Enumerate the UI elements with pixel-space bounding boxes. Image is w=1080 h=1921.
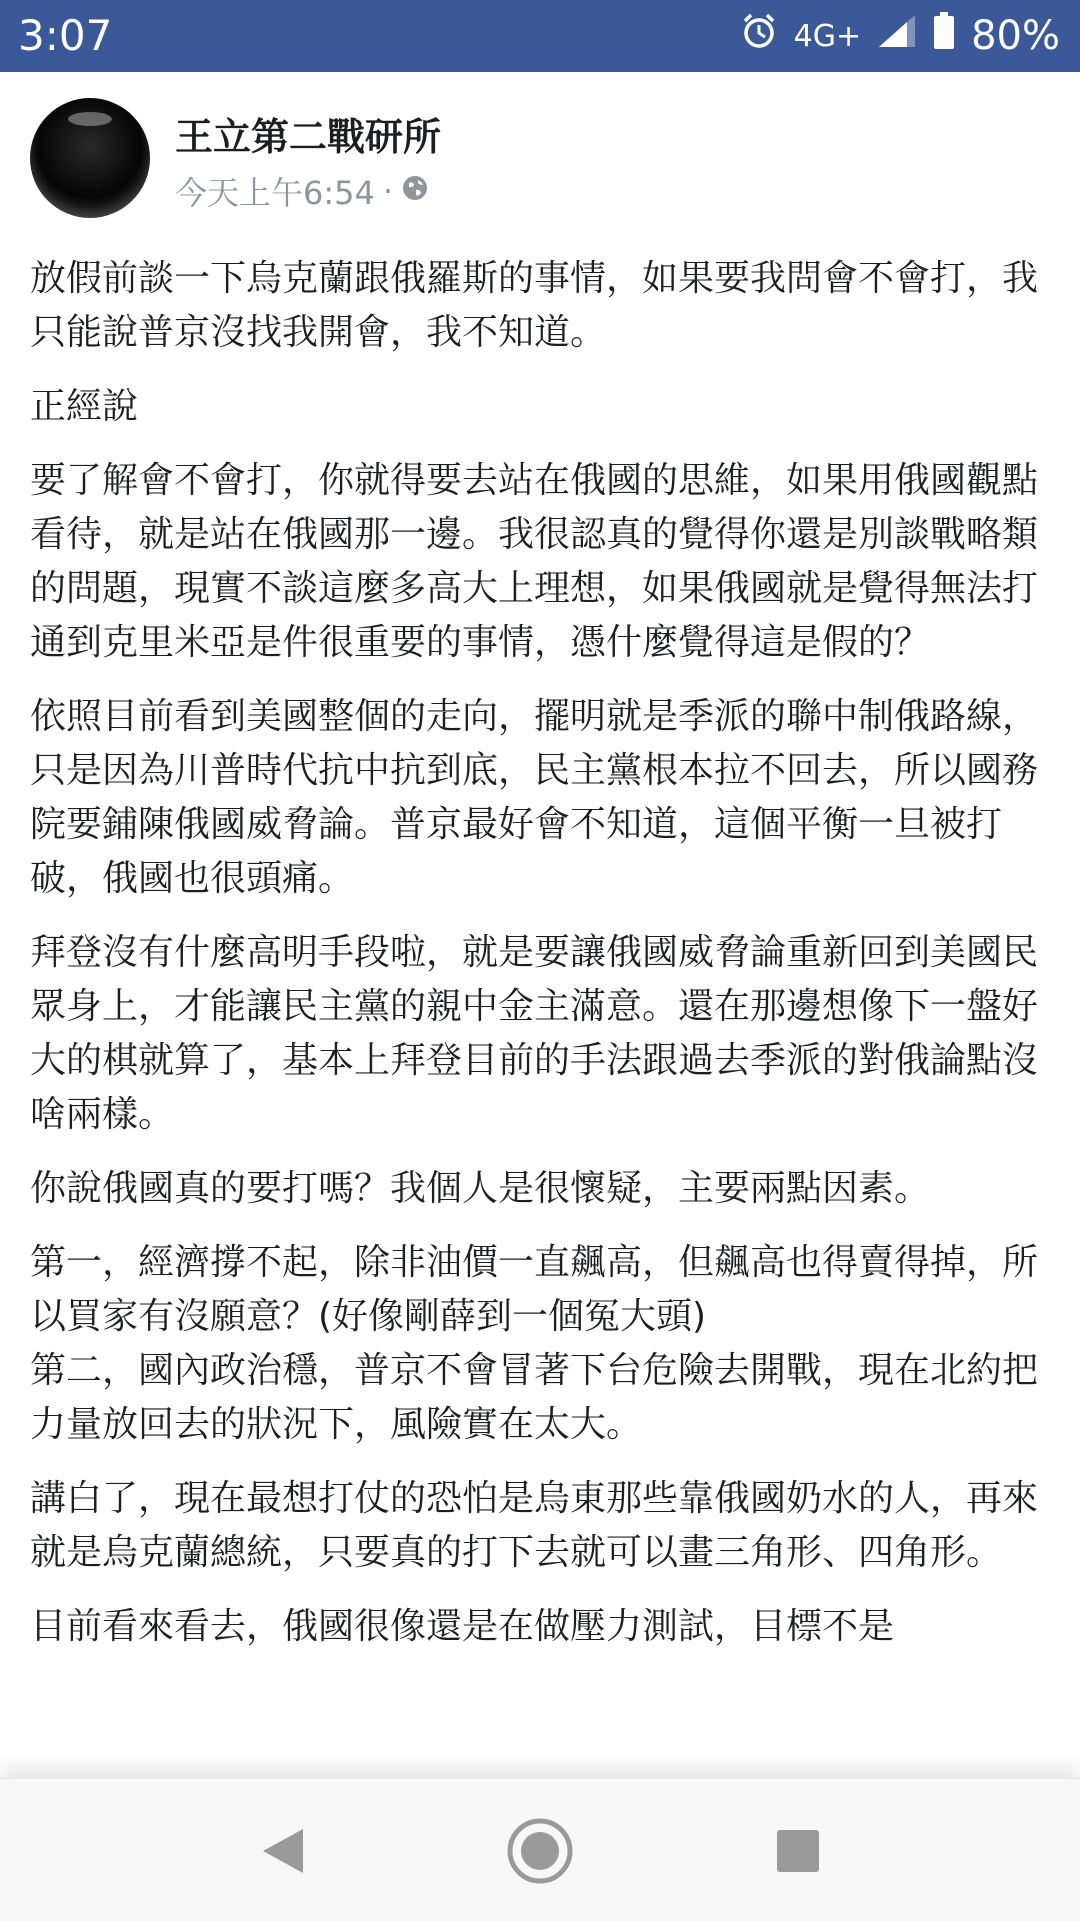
post-paragraph: 第二，國內政治穩，普京不會冒著下台危險去開戰，現在北約把力量放回去的狀況下，風險實在太大。 xyxy=(30,1350,1039,1445)
home-icon[interactable] xyxy=(498,1809,582,1893)
signal-icon xyxy=(877,13,917,59)
avatar[interactable] xyxy=(30,98,150,218)
post-paragraph: 正經說 xyxy=(30,386,139,427)
battery-level: 80% xyxy=(971,13,1060,59)
recent-apps-icon[interactable] xyxy=(756,1809,840,1893)
post-meta xyxy=(175,168,429,214)
navigation-bar xyxy=(0,1778,1080,1921)
post-paragraph: 依照目前看到美國整個的走向，擺明就是季派的聯中制俄路線，只是因為川普時代抗中抗到底，民主黨根本拉不回去，所以國務院要鋪陳俄國威脅論。普京最好會不知道，這個平衡一旦被打破，俄國也很頭痛。 xyxy=(30,696,1039,899)
post-paragraph: 你說俄國真的要打嗎？我個人是很懷疑，主要兩點因素。 xyxy=(30,1168,931,1209)
post-paragraph: 講白了，現在最想打仗的恐怕是烏東那些靠俄國奶水的人，再來就是烏克蘭總統，只要真的打下去就可以畫三角形、四角形。 xyxy=(30,1478,1039,1573)
status-icons xyxy=(740,8,1060,64)
meta-separator: · xyxy=(382,172,394,210)
post-paragraph: 放假前談一下烏克蘭跟俄羅斯的事情，如果要我問會不會打，我只能說普京沒找我開會，我不知道。 xyxy=(30,258,1039,353)
post-timestamp[interactable]: 今天上午6:54 xyxy=(175,174,375,212)
back-icon[interactable] xyxy=(240,1809,324,1893)
page-name[interactable]: 王立第二戰研所 xyxy=(175,115,442,159)
post-paragraph: 要了解會不會打，你就得要去站在俄國的思維，如果用俄國觀點看待，就是站在俄國那一邊。我很認真的覺得你還是別談戰略類的問題，現實不談這麼多高大上理想，如果俄國就是覺得無法打通到克里米亞是件很重要的事情，憑什麼覺得這是假的？ xyxy=(30,460,1039,663)
post-header xyxy=(30,98,1050,218)
alarm-icon xyxy=(740,12,778,60)
status-bar xyxy=(0,0,1080,72)
status-time: 3:07 xyxy=(18,11,113,60)
post-paragraph: 拜登沒有什麼高明手段啦，就是要讓俄國威脅論重新回到美國民眾身上，才能讓民主黨的親中金主滿意。還在那邊想像下一盤好大的棋就算了，基本上拜登目前的手法跟過去季派的對俄論點沒啥兩樣。 xyxy=(30,932,1039,1135)
post-paragraph: 目前看來看去，俄國很像還是在做壓力測試，目標不是 xyxy=(30,1606,895,1647)
network-type: 4G+ xyxy=(793,18,862,54)
post-body xyxy=(30,252,1052,1772)
globe-icon xyxy=(401,172,429,210)
battery-icon xyxy=(933,12,955,60)
post-paragraph: 第一，經濟撐不起，除非油價一直飆高，但飆高也得賣得掉，所以買家有沒願意？(好像剛薛到一個冤大頭) xyxy=(30,1242,1039,1337)
